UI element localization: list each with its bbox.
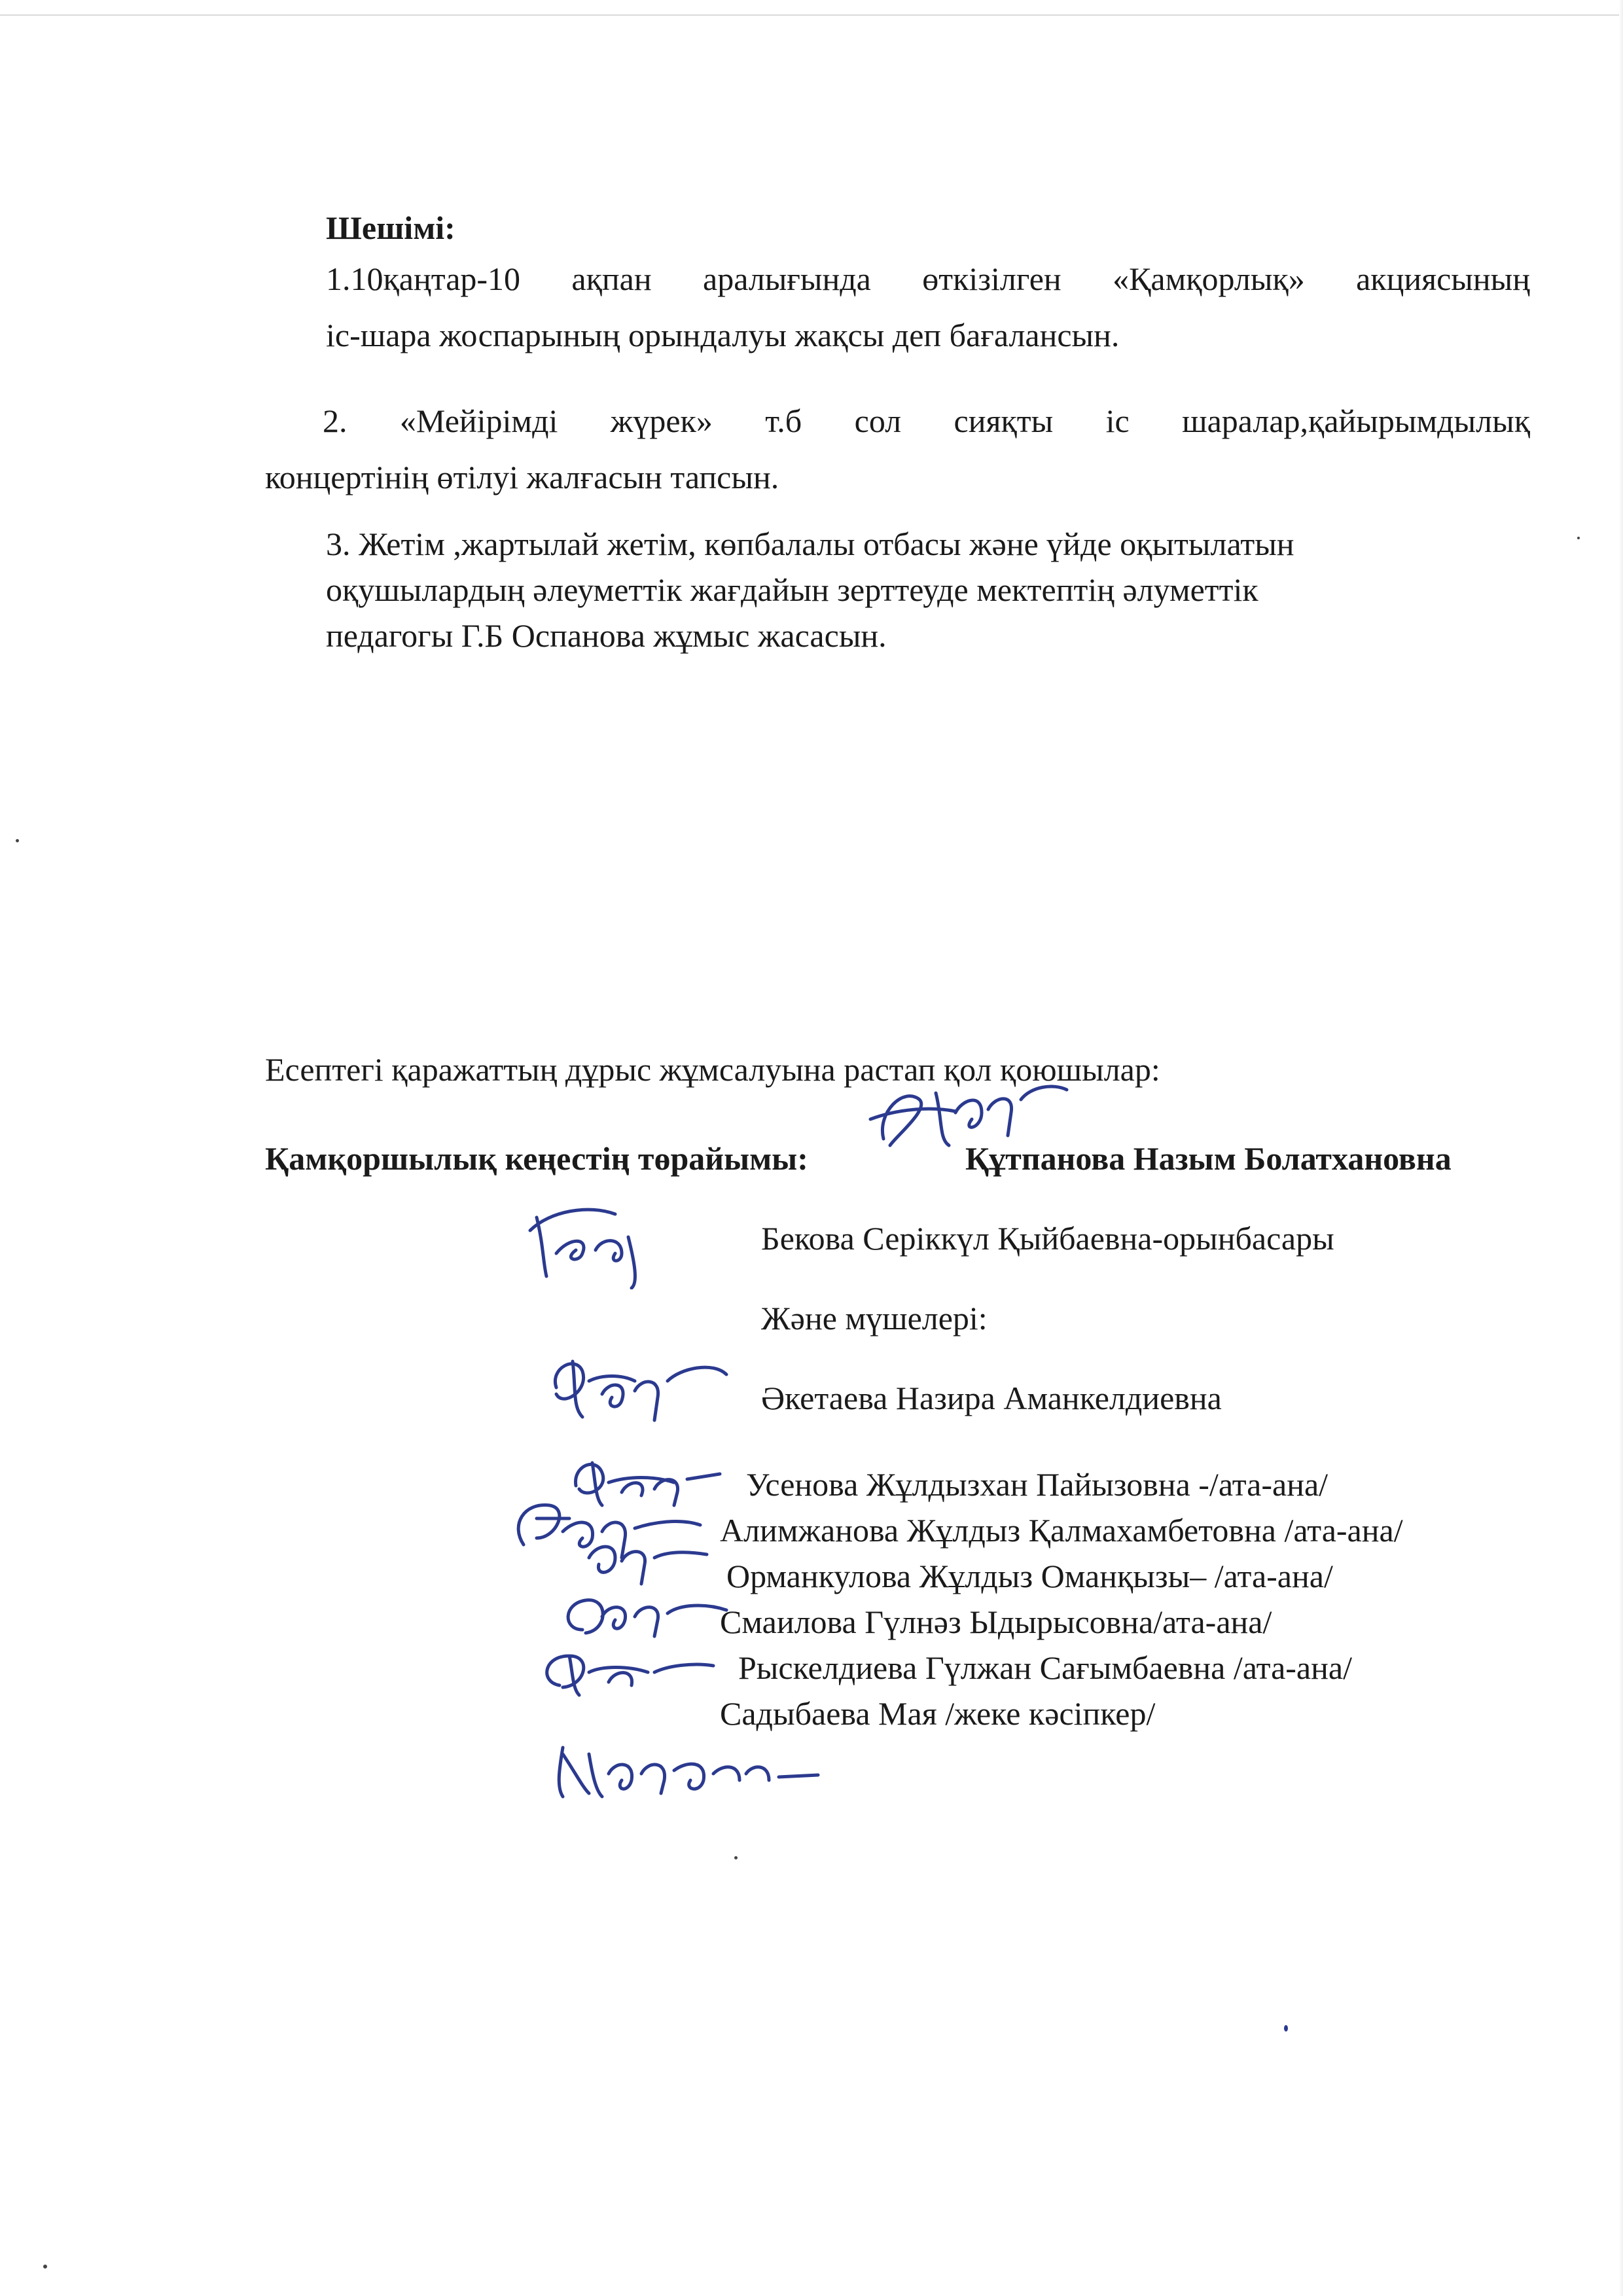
members-label: Және мүшелері: (761, 1300, 988, 1336)
decision-item-3-line-1: 3. Жетім ,жартылай жетім, көпбалалы отбасы және үйде оқытылатын (326, 526, 1294, 562)
deputy-name: Бекова Серіккүл Қыйбаевна-орынбасары (761, 1220, 1334, 1257)
decision-heading: Шешімі: (326, 209, 455, 246)
decision-item-3-line-2: оқушылардың әлеуметтік жағдайын зерттеуде мектептің әлуметтік (326, 571, 1258, 608)
member-5-signature (550, 1584, 733, 1649)
scan-speck (734, 1856, 738, 1859)
scan-speck (16, 839, 19, 842)
decision-item-2-line-1: 2. «Мейірімді жүрек» т.б сол сияқты іс шаралар,қайырымдылық (323, 403, 1530, 439)
decision-item-1-line-2: іс-шара жоспарының орындалуы жақсы деп бағалансын. (326, 317, 1120, 353)
member-7-signature (543, 1728, 825, 1806)
member-4-signature (576, 1532, 713, 1590)
chair-name: Құтпанова Назым Болатхановна (965, 1140, 1452, 1177)
chair-label: Қамқоршылық кеңестің төрайымы: (265, 1140, 808, 1177)
member-6-signature (530, 1636, 720, 1702)
member-5: Смаилова Гүлнәз Ыдырысовна/ата-ана/ (720, 1604, 1272, 1640)
scan-side-shadow (1619, 0, 1623, 2296)
member-6: Рыскелдиева Гүлжан Сағымбаевна /ата-ана/ (738, 1649, 1352, 1686)
decision-item-2-line-2: концертінің өтілуі жалғасын тапсын. (265, 459, 779, 495)
scan-speck (1577, 537, 1580, 539)
deputy-signature (517, 1191, 668, 1289)
member-1: Әкетаева Назира Аманкелдиевна (761, 1380, 1222, 1416)
member-3-signature (497, 1492, 707, 1564)
signatories-intro: Есептегі қаражаттың дұрыс жұмсалуына растап қол қоюшылар: (265, 1051, 1160, 1088)
decision-item-3 (326, 521, 1504, 658)
decision-item-1 (326, 251, 1530, 363)
scan-top-edge (0, 14, 1623, 16)
scan-speck (1284, 2025, 1288, 2032)
member-3: Алимжанова Жұлдыз Қалмахамбетовна /ата-ана/ (720, 1512, 1403, 1549)
member-2: Усенова Жұлдызхан Пайызовна -/ата-ана/ (746, 1466, 1329, 1503)
scan-speck (43, 2265, 47, 2269)
member-2-signature (563, 1446, 726, 1512)
member-1-signature (537, 1342, 733, 1433)
decision-item-2 (265, 393, 1530, 505)
member-4: Орманкулова Жұлдыз Оманқызы– /ата-ана/ (726, 1558, 1333, 1594)
member-7: Садыбаева Мая /жеке кәсіпкер/ (720, 1695, 1156, 1732)
decision-item-1-line-1: 1.10қаңтар-10 ақпан аралығында өткізілген «Қамқорлық» акциясының (326, 260, 1530, 297)
decision-item-3-line-3: педагогы Г.Б Оспанова жұмыс жасасын. (326, 617, 887, 654)
